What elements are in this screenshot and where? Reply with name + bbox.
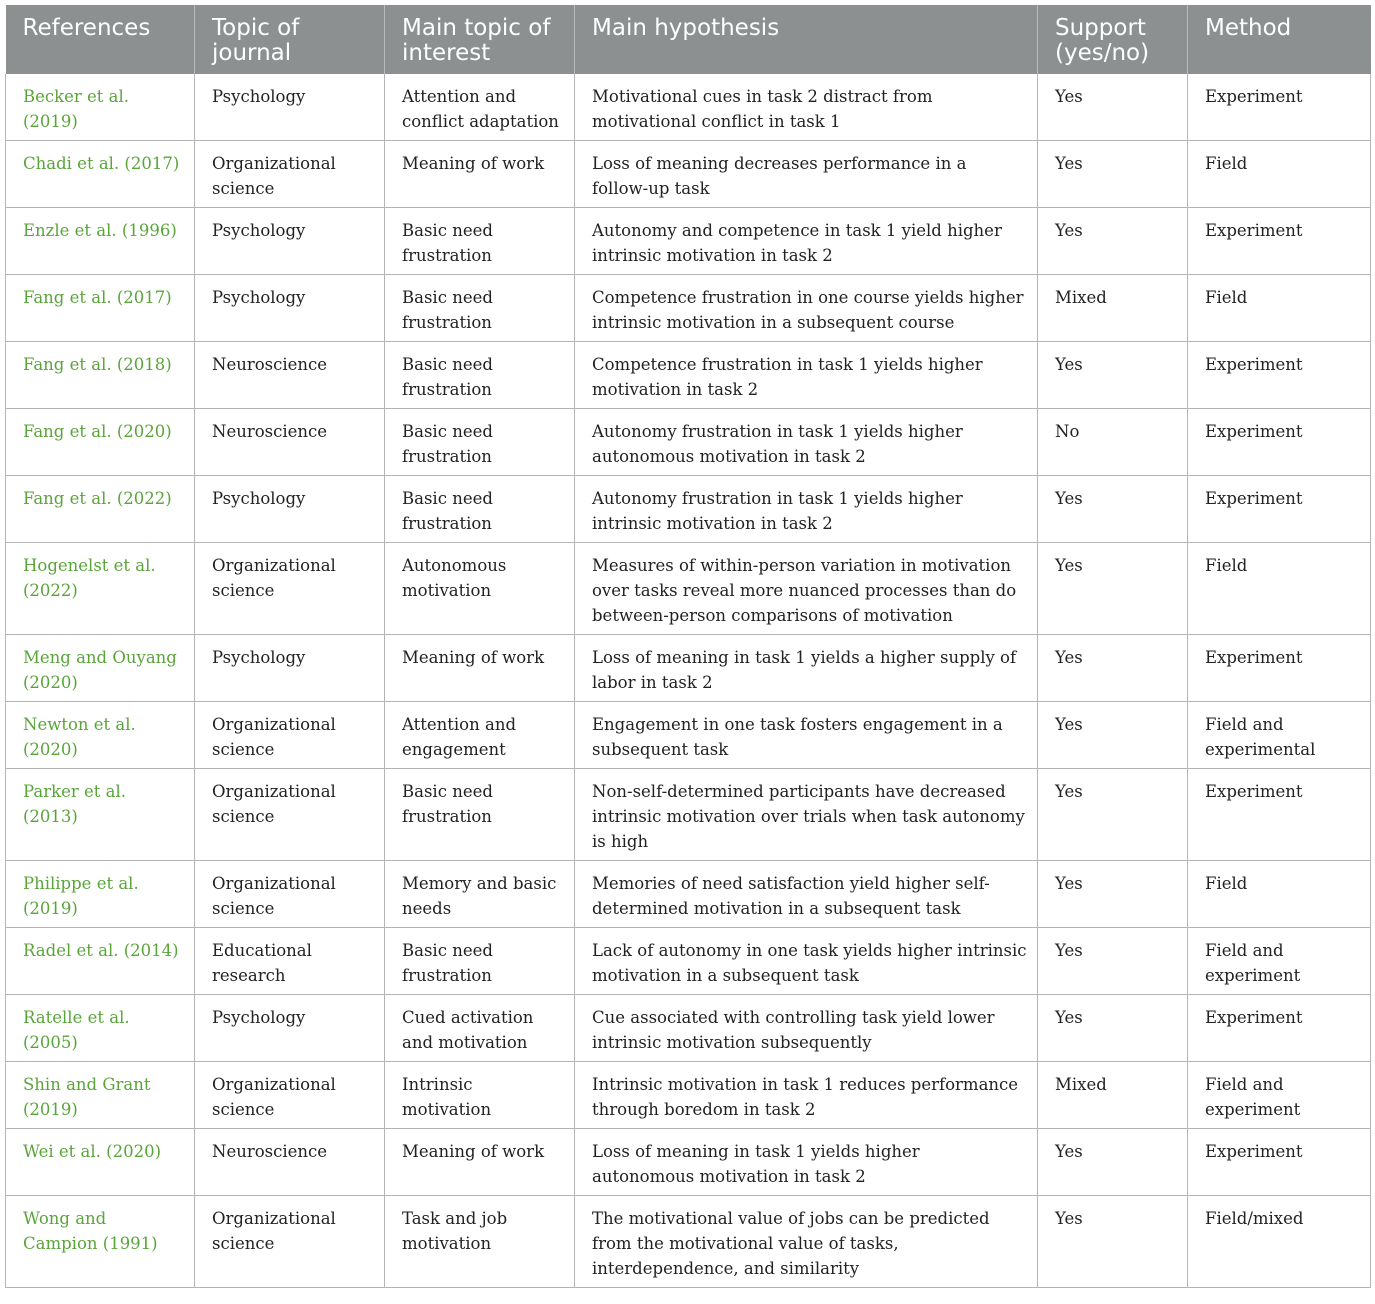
studies-table [5, 5, 1371, 1288]
reference-cell [6, 409, 195, 476]
header-topic-of-journal: Topic of journal [195, 5, 385, 74]
method-cell: Field and experimental [1188, 702, 1371, 769]
hypothesis-cell: Autonomy and competence in task 1 yield higher intrinsic motivation in task 2 [575, 208, 1038, 275]
support-cell: Yes [1038, 543, 1188, 635]
header-main-hypothesis: Main hypothesis [575, 5, 1038, 74]
support-cell: Yes [1038, 74, 1188, 141]
journal-topic-cell: Organizational science [195, 769, 385, 861]
reference-link[interactable]: Fang et al. (2020) [23, 422, 172, 441]
method-cell: Experiment [1188, 995, 1371, 1062]
table-row [6, 995, 1371, 1062]
interest-topic-cell: Basic need frustration [385, 208, 575, 275]
reference-cell [6, 74, 195, 141]
interest-topic-cell: Attention and conflict adaptation [385, 74, 575, 141]
hypothesis-cell: Competence frustration in task 1 yields higher motivation in task 2 [575, 342, 1038, 409]
table-row [6, 409, 1371, 476]
support-cell: No [1038, 409, 1188, 476]
support-cell: Yes [1038, 141, 1188, 208]
method-cell: Experiment [1188, 409, 1371, 476]
journal-topic-cell: Organizational science [195, 1062, 385, 1129]
reference-link[interactable]: Enzle et al. (1996) [23, 221, 177, 240]
table-row [6, 275, 1371, 342]
reference-link[interactable]: Fang et al. (2018) [23, 355, 172, 374]
hypothesis-cell: The motivational value of jobs can be predicted from the motivational value of tasks, interdependence, and similarity [575, 1196, 1038, 1288]
journal-topic-cell: Psychology [195, 635, 385, 702]
support-cell: Yes [1038, 635, 1188, 702]
interest-topic-cell: Memory and basic needs [385, 861, 575, 928]
reference-cell [6, 1062, 195, 1129]
method-cell: Field and experiment [1188, 1062, 1371, 1129]
reference-link[interactable]: Wong and Campion (1991) [23, 1209, 158, 1253]
hypothesis-cell: Competence frustration in one course yields higher intrinsic motivation in a subsequent course [575, 275, 1038, 342]
reference-link[interactable]: Becker et al. (2019) [23, 87, 130, 131]
table-row [6, 1129, 1371, 1196]
reference-cell [6, 1129, 195, 1196]
reference-cell [6, 342, 195, 409]
header-references: References [6, 5, 195, 74]
support-cell: Yes [1038, 342, 1188, 409]
reference-link[interactable]: Fang et al. (2017) [23, 288, 172, 307]
reference-cell [6, 928, 195, 995]
reference-link[interactable]: Shin and Grant (2019) [23, 1075, 151, 1119]
method-cell: Experiment [1188, 342, 1371, 409]
table-row [6, 476, 1371, 543]
support-cell: Yes [1038, 476, 1188, 543]
hypothesis-cell: Non-self-determined participants have decreased intrinsic motivation over trials when task autonomy is high [575, 769, 1038, 861]
journal-topic-cell: Organizational science [195, 141, 385, 208]
journal-topic-cell: Neuroscience [195, 342, 385, 409]
hypothesis-cell: Measures of within-person variation in motivation over tasks reveal more nuanced processes than do between-person comparisons of motivation [575, 543, 1038, 635]
journal-topic-cell: Psychology [195, 275, 385, 342]
reference-cell [6, 635, 195, 702]
reference-link[interactable]: Ratelle et al. (2005) [23, 1008, 130, 1052]
reference-link[interactable]: Philippe et al. (2019) [23, 874, 139, 918]
table-row [6, 635, 1371, 702]
reference-link[interactable]: Parker et al. (2013) [23, 782, 126, 826]
support-cell: Yes [1038, 208, 1188, 275]
reference-cell [6, 1196, 195, 1288]
journal-topic-cell: Organizational science [195, 861, 385, 928]
journal-topic-cell: Neuroscience [195, 409, 385, 476]
interest-topic-cell: Basic need frustration [385, 928, 575, 995]
support-cell: Yes [1038, 1196, 1188, 1288]
hypothesis-cell: Autonomy frustration in task 1 yields higher intrinsic motivation in task 2 [575, 476, 1038, 543]
hypothesis-cell: Intrinsic motivation in task 1 reduces performance through boredom in task 2 [575, 1062, 1038, 1129]
table-row [6, 1196, 1371, 1288]
support-cell: Yes [1038, 769, 1188, 861]
interest-topic-cell: Autonomous motivation [385, 543, 575, 635]
interest-topic-cell: Meaning of work [385, 141, 575, 208]
journal-topic-cell: Organizational science [195, 1196, 385, 1288]
table-row [6, 74, 1371, 141]
support-cell: Yes [1038, 995, 1188, 1062]
reference-link[interactable]: Fang et al. (2022) [23, 489, 172, 508]
table-row [6, 769, 1371, 861]
reference-cell [6, 543, 195, 635]
journal-topic-cell: Organizational science [195, 543, 385, 635]
interest-topic-cell: Meaning of work [385, 1129, 575, 1196]
support-cell: Yes [1038, 702, 1188, 769]
method-cell: Field and experiment [1188, 928, 1371, 995]
header-row [6, 5, 1371, 74]
reference-link[interactable]: Chadi et al. (2017) [23, 154, 180, 173]
method-cell: Experiment [1188, 476, 1371, 543]
table-row [6, 1062, 1371, 1129]
method-cell: Experiment [1188, 74, 1371, 141]
method-cell: Experiment [1188, 208, 1371, 275]
reference-link[interactable]: Hogenelst et al. (2022) [23, 556, 156, 600]
table-row [6, 141, 1371, 208]
reference-cell [6, 141, 195, 208]
hypothesis-cell: Loss of meaning in task 1 yields a higher supply of labor in task 2 [575, 635, 1038, 702]
journal-topic-cell: Psychology [195, 74, 385, 141]
interest-topic-cell: Basic need frustration [385, 342, 575, 409]
method-cell: Experiment [1188, 635, 1371, 702]
hypothesis-cell: Engagement in one task fosters engagement in a subsequent task [575, 702, 1038, 769]
method-cell: Field/mixed [1188, 1196, 1371, 1288]
hypothesis-cell: Loss of meaning in task 1 yields higher autonomous motivation in task 2 [575, 1129, 1038, 1196]
journal-topic-cell: Psychology [195, 476, 385, 543]
method-cell: Experiment [1188, 1129, 1371, 1196]
hypothesis-cell: Memories of need satisfaction yield higher self-determined motivation in a subsequent task [575, 861, 1038, 928]
support-cell: Yes [1038, 861, 1188, 928]
reference-cell [6, 476, 195, 543]
interest-topic-cell: Basic need frustration [385, 275, 575, 342]
interest-topic-cell: Meaning of work [385, 635, 575, 702]
interest-topic-cell: Cued activation and motivation [385, 995, 575, 1062]
interest-topic-cell: Basic need frustration [385, 769, 575, 861]
interest-topic-cell: Basic need frustration [385, 476, 575, 543]
table-row [6, 861, 1371, 928]
interest-topic-cell: Basic need frustration [385, 409, 575, 476]
table-row [6, 543, 1371, 635]
table-row [6, 928, 1371, 995]
method-cell: Field [1188, 141, 1371, 208]
reference-link[interactable]: Meng and Ouyang (2020) [23, 648, 177, 692]
journal-topic-cell: Psychology [195, 995, 385, 1062]
interest-topic-cell: Intrinsic motivation [385, 1062, 575, 1129]
interest-topic-cell: Attention and engagement [385, 702, 575, 769]
method-cell: Field [1188, 275, 1371, 342]
support-cell: Yes [1038, 928, 1188, 995]
hypothesis-cell: Loss of meaning decreases performance in a follow-up task [575, 141, 1038, 208]
reference-cell [6, 702, 195, 769]
journal-topic-cell: Neuroscience [195, 1129, 385, 1196]
hypothesis-cell: Motivational cues in task 2 distract from motivational conflict in task 1 [575, 74, 1038, 141]
hypothesis-cell: Cue associated with controlling task yield lower intrinsic motivation subsequently [575, 995, 1038, 1062]
journal-topic-cell: Organizational science [195, 702, 385, 769]
interest-topic-cell: Task and job motivation [385, 1196, 575, 1288]
reference-link[interactable]: Radel et al. (2014) [23, 941, 179, 960]
table-row [6, 702, 1371, 769]
reference-link[interactable]: Wei et al. (2020) [23, 1142, 162, 1161]
reference-cell [6, 861, 195, 928]
support-cell: Yes [1038, 1129, 1188, 1196]
hypothesis-cell: Lack of autonomy in one task yields higher intrinsic motivation in a subsequent task [575, 928, 1038, 995]
header-support: Support (yes/no) [1038, 5, 1188, 74]
reference-cell [6, 769, 195, 861]
table-row [6, 208, 1371, 275]
reference-cell [6, 275, 195, 342]
reference-cell [6, 208, 195, 275]
method-cell: Experiment [1188, 769, 1371, 861]
support-cell: Mixed [1038, 275, 1188, 342]
reference-cell [6, 995, 195, 1062]
journal-topic-cell: Educational research [195, 928, 385, 995]
reference-link[interactable]: Newton et al. (2020) [23, 715, 136, 759]
header-main-topic: Main topic of interest [385, 5, 575, 74]
support-cell: Mixed [1038, 1062, 1188, 1129]
journal-topic-cell: Psychology [195, 208, 385, 275]
hypothesis-cell: Autonomy frustration in task 1 yields higher autonomous motivation in task 2 [575, 409, 1038, 476]
method-cell: Field [1188, 861, 1371, 928]
header-method: Method [1188, 5, 1371, 74]
table-row [6, 342, 1371, 409]
method-cell: Field [1188, 543, 1371, 635]
